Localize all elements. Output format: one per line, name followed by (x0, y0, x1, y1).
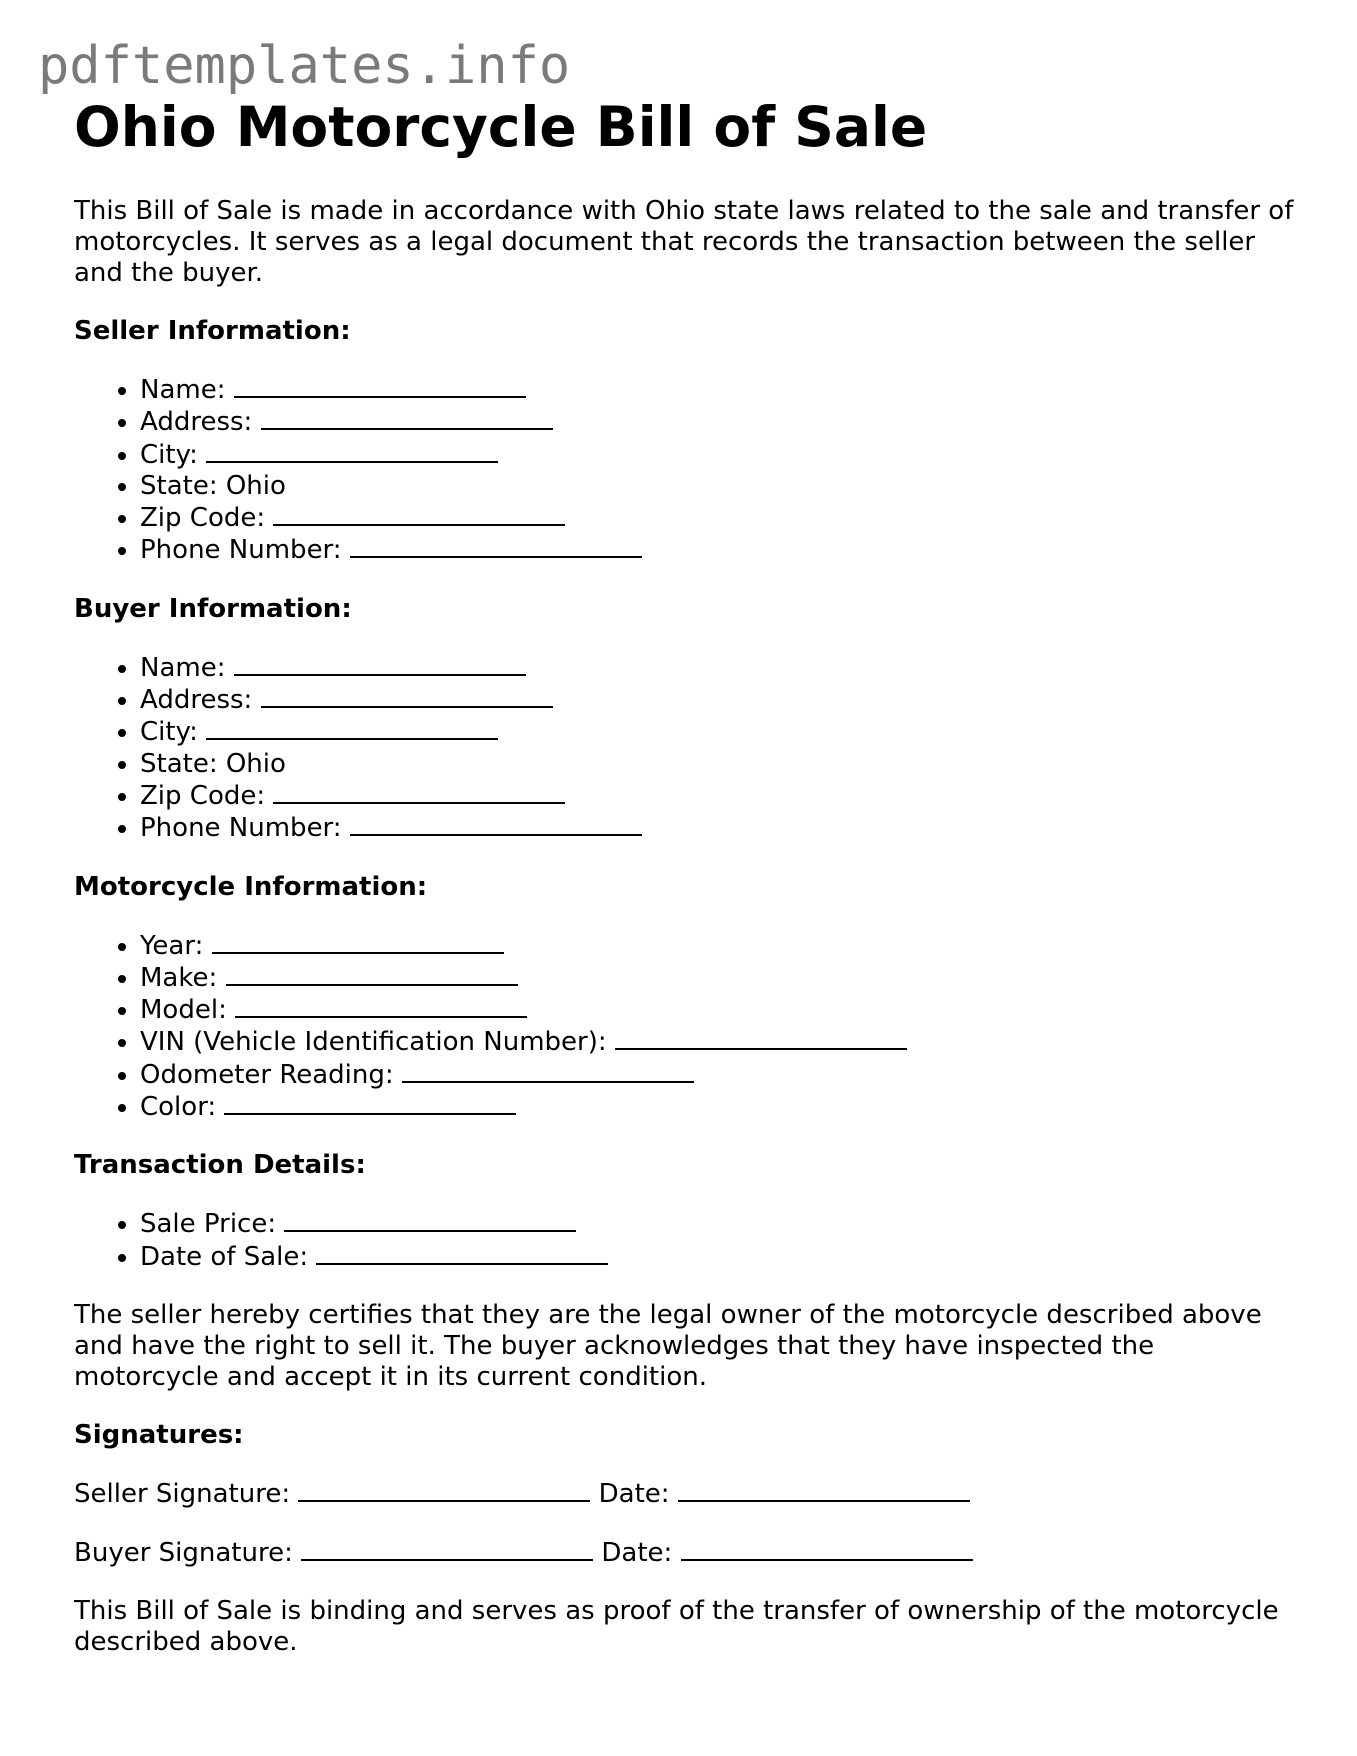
field-label: Color: (140, 1092, 217, 1123)
motorcycle-year-field (140, 930, 1294, 962)
seller-address-blank[interactable] (261, 406, 553, 430)
field-label: Model: (140, 995, 227, 1026)
buyer-address-blank[interactable] (261, 684, 553, 708)
seller-heading: Seller Information: (74, 316, 351, 346)
field-label: Date of Sale: (140, 1241, 309, 1272)
signatures-heading: Signatures: (74, 1419, 244, 1450)
motorcycle-odometer-blank[interactable] (402, 1059, 694, 1083)
field-label: State: Ohio (140, 470, 286, 501)
motorcycle-vin-field (140, 1026, 1294, 1058)
motorcycle-model-field (140, 994, 1294, 1026)
field-label: Name: (140, 652, 226, 683)
field-label: Odometer Reading: (140, 1059, 394, 1090)
buyer-address-field (140, 684, 1294, 716)
field-label: City: (140, 717, 198, 748)
field-label: Zip Code: (140, 780, 266, 811)
transaction-heading: Transaction Details: (74, 1150, 366, 1181)
seller-signature-blank[interactable] (298, 1478, 590, 1502)
seller-signature-line (74, 1478, 1294, 1510)
transaction-field-list (74, 1208, 1294, 1273)
buyer-signature-blank[interactable] (301, 1537, 593, 1561)
buyer-city-field (140, 716, 1294, 748)
motorcycle-vin-blank[interactable] (615, 1026, 907, 1050)
seller-address-field (140, 406, 1294, 438)
field-label: Address: (140, 407, 253, 438)
motorcycle-make-field (140, 962, 1294, 994)
document-body (74, 92, 1294, 1685)
closing-paragraph: This Bill of Sale is binding and serves as proof of the transfer of ownership of the motorcycle described above. (74, 1595, 1279, 1657)
motorcycle-year-blank[interactable] (212, 930, 504, 954)
document-title: Ohio Motorcycle Bill of Sale (74, 95, 928, 159)
sale-price-blank[interactable] (284, 1208, 576, 1232)
seller-city-blank[interactable] (206, 439, 498, 463)
field-label: Make: (140, 962, 218, 993)
motorcycle-color-field (140, 1091, 1294, 1123)
certification-paragraph: The seller hereby certifies that they are the legal owner of the motorcycle described above and have the right to sell it. The buyer acknowledges that they have inspected the motorcycle and accept it in its current condition. (74, 1299, 1262, 1392)
motorcycle-heading: Motorcycle Information: (74, 871, 428, 902)
field-label: Year: (140, 930, 204, 961)
field-label: Zip Code: (140, 503, 266, 534)
seller-date-blank[interactable] (678, 1478, 970, 1502)
field-label: State: Ohio (140, 748, 286, 779)
buyer-signature-line (74, 1537, 1294, 1569)
buyer-name-field (140, 652, 1294, 684)
buyer-phone-field (140, 812, 1294, 844)
buyer-name-blank[interactable] (234, 652, 526, 676)
field-label: VIN (Vehicle Identification Number): (140, 1027, 607, 1058)
intro-paragraph: This Bill of Sale is made in accordance with Ohio state laws related to the sale and transfer of motorcycles. It serves as a legal document that records the transaction between the seller and the buyer. (74, 196, 1294, 288)
seller-date-label: Date: (598, 1478, 670, 1509)
buyer-zip-blank[interactable] (273, 780, 565, 804)
buyer-phone-blank[interactable] (350, 812, 642, 836)
field-label: Phone Number: (140, 813, 342, 844)
seller-field-list (74, 374, 1294, 567)
buyer-city-blank[interactable] (206, 716, 498, 740)
motorcycle-model-blank[interactable] (235, 994, 527, 1018)
seller-name-field (140, 374, 1294, 406)
seller-signature-label: Seller Signature: (74, 1478, 291, 1509)
seller-name-blank[interactable] (234, 374, 526, 398)
buyer-date-label: Date: (601, 1537, 673, 1568)
seller-state-field (140, 471, 1294, 502)
buyer-state-field (140, 749, 1294, 780)
motorcycle-field-list (74, 930, 1294, 1124)
buyer-field-list (74, 652, 1294, 845)
buyer-zip-field (140, 780, 1294, 812)
field-label: City: (140, 439, 198, 470)
seller-city-field (140, 439, 1294, 471)
seller-phone-field (140, 534, 1294, 566)
date-of-sale-field (140, 1241, 1294, 1273)
motorcycle-odometer-field (140, 1059, 1294, 1091)
watermark-logo: pdftemplates.info (38, 36, 571, 96)
motorcycle-make-blank[interactable] (226, 962, 518, 986)
field-label: Name: (140, 375, 226, 405)
field-label: Sale Price: (140, 1209, 277, 1240)
sale-price-field (140, 1208, 1294, 1240)
buyer-signature-label: Buyer Signature: (74, 1537, 293, 1568)
buyer-date-blank[interactable] (681, 1537, 973, 1561)
seller-phone-blank[interactable] (350, 534, 642, 558)
buyer-heading: Buyer Information: (74, 593, 352, 624)
field-label: Address: (140, 685, 253, 716)
date-of-sale-blank[interactable] (316, 1241, 608, 1265)
seller-zip-blank[interactable] (273, 502, 565, 526)
motorcycle-color-blank[interactable] (224, 1091, 516, 1115)
field-label: Phone Number: (140, 535, 342, 566)
seller-zip-field (140, 502, 1294, 534)
